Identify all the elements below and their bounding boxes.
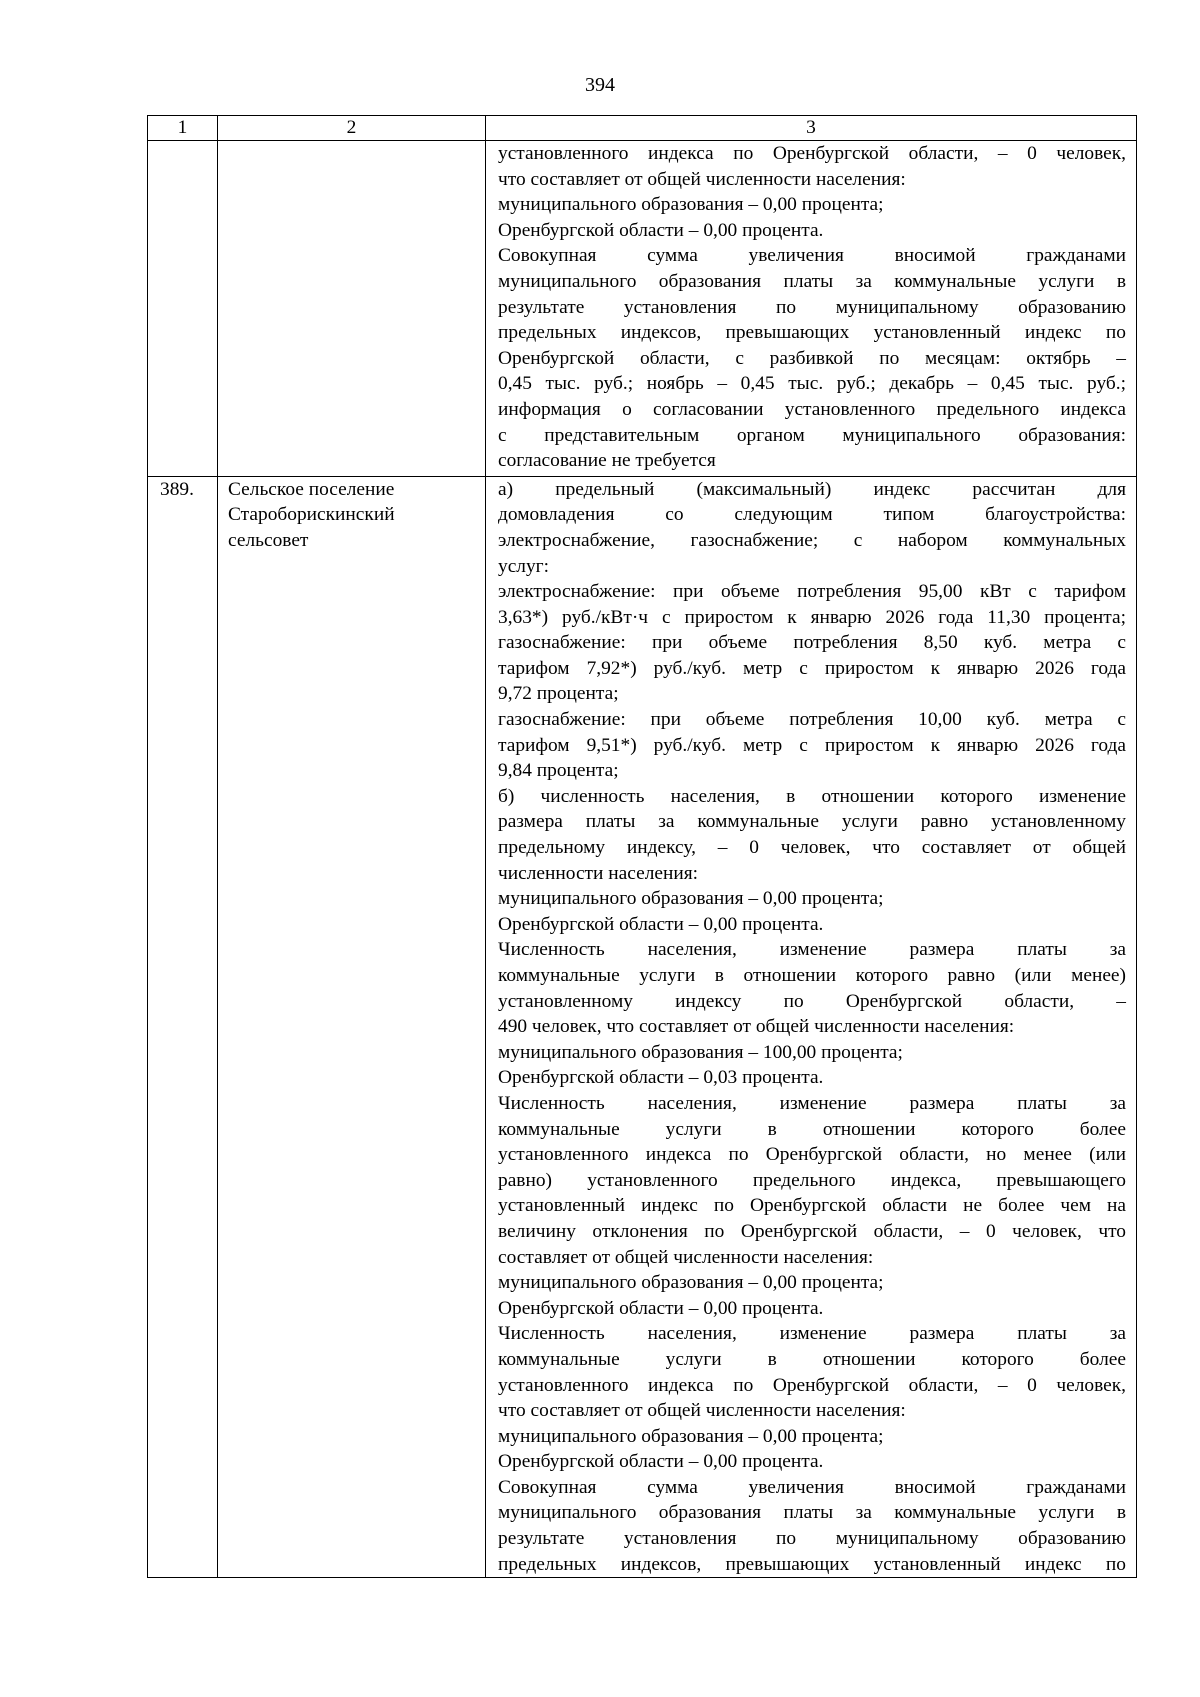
text-line: электроснабжение: при объеме потребления 95,00 кВт с тарифом — [498, 581, 1126, 603]
text-line: что составляет от общей численности населения: — [498, 1400, 906, 1422]
description-cell — [486, 476, 1137, 1578]
text-line: коммунальные услуги в отношении которого более — [498, 1118, 1126, 1140]
text-line: Оренбургской области – 0,03 процента. — [498, 1067, 824, 1089]
text-line: равно) установленного предельного индекса, превышающего — [498, 1169, 1126, 1191]
text-line: муниципального образования – 0,00 процента; — [498, 1425, 884, 1447]
text-line: коммунальные услуги в отношении которого более — [498, 1348, 1126, 1370]
text-line: с представительным органом муниципального образования: — [498, 424, 1126, 446]
text-line: 9,84 процента; — [498, 760, 619, 782]
row-number-cell: 389. — [148, 476, 218, 1578]
text-line: муниципального образования платы за коммунальные услуги в — [498, 270, 1126, 292]
text-line: а) предельный (максимальный) индекс рассчитан для — [498, 478, 1126, 500]
text-line: 0,45 тыс. руб.; ноябрь – 0,45 тыс. руб.; декабрь – 0,45 тыс. руб.; — [498, 373, 1126, 395]
text-line: установленный индекс по Оренбургской области не более чем на — [498, 1195, 1126, 1217]
municipality-cell — [218, 141, 486, 477]
text-line: что составляет от общей численности населения: — [498, 168, 906, 190]
text-line: Оренбургской области – 0,00 процента. — [498, 1297, 824, 1319]
indices-table — [147, 115, 1137, 1578]
description-cell — [486, 141, 1137, 477]
column-header-3: 3 — [486, 116, 1137, 141]
text-line: домовладения со следующим типом благоустройства: — [498, 504, 1126, 526]
text-line: тарифом 7,92*) руб./куб. метр с приростом к январю 2026 года — [498, 657, 1126, 679]
text-line: 490 человек, что составляет от общей численности населения: — [498, 1016, 1015, 1038]
text-line: Оренбургской области – 0,00 процента. — [498, 219, 824, 241]
text-line: результате установления по муниципальному образованию — [498, 296, 1126, 318]
text-line: муниципального образования – 0,00 процента; — [498, 888, 884, 910]
table-row — [148, 476, 1137, 1578]
text-line: муниципального образования платы за коммунальные услуги в — [498, 1502, 1126, 1524]
table-row — [148, 141, 1137, 477]
text-line: Численность населения, изменение размера платы за — [498, 939, 1126, 961]
municipality-name-line: сельсовет — [228, 529, 309, 551]
text-line: муниципального образования – 0,00 процента; — [498, 194, 884, 216]
text-line: муниципального образования – 100,00 процента; — [498, 1041, 903, 1063]
text-line: предельных индексов, превышающих установленный индекс по — [498, 1553, 1126, 1575]
text-line: Совокупная сумма увеличения вносимой гражданами — [498, 1476, 1126, 1498]
text-line: численности населения: — [498, 862, 699, 884]
text-line: 9,72 процента; — [498, 683, 619, 705]
text-line: Оренбургской области – 0,00 процента. — [498, 1451, 824, 1473]
text-line: установленного индекса по Оренбургской области, но менее (или — [498, 1144, 1126, 1166]
text-line: установленного индекса по Оренбургской области, – 0 человек, — [498, 143, 1126, 164]
text-line: коммунальные услуги в отношении которого равно (или менее) — [498, 965, 1126, 986]
text-line: информация о согласовании установленного предельного индекса — [498, 398, 1126, 420]
text-line: услуг: — [498, 555, 550, 577]
text-line: газоснабжение: при объеме потребления 10,00 куб. метра с — [498, 709, 1126, 731]
text-line: электроснабжение, газоснабжение; с набором коммунальных — [498, 529, 1126, 551]
text-line: составляет от общей численности населения: — [498, 1246, 874, 1268]
text-line: размера платы за коммунальные услуги равно установленному — [498, 811, 1126, 833]
table-header-row — [148, 116, 1137, 141]
text-line: Совокупная сумма увеличения вносимой гражданами — [498, 245, 1126, 267]
text-line: установленному индексу по Оренбургской области, – — [498, 990, 1126, 1012]
text-line: тарифом 9,51*) руб./куб. метр с приростом к январю 2026 года — [498, 734, 1126, 756]
text-line: б) численность населения, в отношении которого изменение — [498, 785, 1126, 807]
page-number: 394 — [585, 74, 615, 96]
column-header-1: 1 — [148, 116, 218, 141]
column-header-2: 2 — [218, 116, 486, 141]
municipality-cell — [218, 476, 486, 1578]
text-line: 3,63*) руб./кВт·ч с приростом к январю 2026 года 11,30 процента; — [498, 606, 1126, 628]
text-line: газоснабжение: при объеме потребления 8,50 куб. метра с — [498, 632, 1126, 654]
text-line: муниципального образования – 0,00 процента; — [498, 1272, 884, 1294]
text-line: величину отклонения по Оренбургской области, – 0 человек, что — [498, 1220, 1126, 1242]
text-line: Численность населения, изменение размера платы за — [498, 1092, 1126, 1114]
row-number-cell — [148, 141, 218, 477]
municipality-name-line: Сельское поселение — [228, 478, 395, 500]
text-line: результате установления по муниципальному образованию — [498, 1528, 1126, 1550]
text-line: предельных индексов, превышающих установленный индекс по — [498, 322, 1126, 344]
municipality-name-line: Староборискинский — [228, 504, 395, 526]
text-line: Численность населения, изменение размера платы за — [498, 1323, 1126, 1345]
text-line: предельному индексу, – 0 человек, что составляет от общей — [498, 837, 1126, 859]
text-line: Оренбургской области, с разбивкой по месяцам: октябрь – — [498, 347, 1126, 369]
text-line: Оренбургской области – 0,00 процента. — [498, 913, 824, 935]
text-line: согласование не требуется — [498, 450, 716, 472]
text-line: установленного индекса по Оренбургской области, – 0 человек, — [498, 1374, 1126, 1396]
